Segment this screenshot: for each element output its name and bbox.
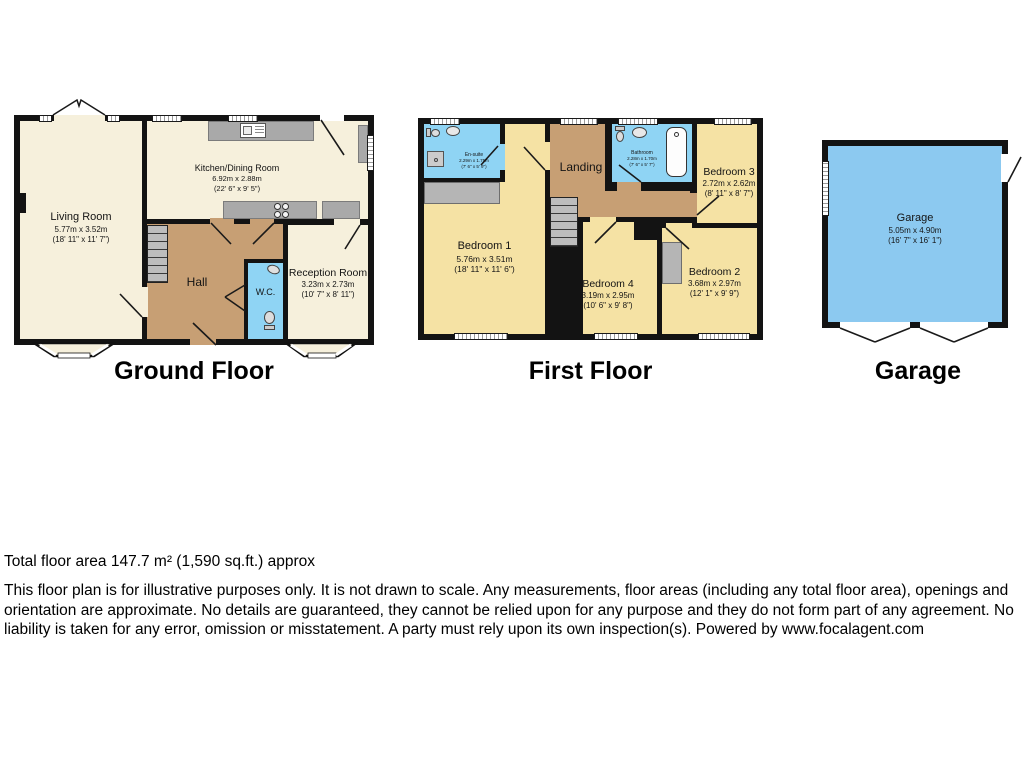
room-dims-ft: (7' 6" x 5' 7") <box>629 161 655 167</box>
window <box>107 115 120 122</box>
window <box>39 115 52 122</box>
bathroom-label <box>614 150 670 168</box>
kitchen-label <box>147 163 327 193</box>
window <box>714 118 752 125</box>
room-dims-ft: (12' 1" x 9' 9") <box>689 289 740 299</box>
burner-icon <box>282 211 289 218</box>
en-suite-label <box>448 152 500 170</box>
window <box>228 115 258 122</box>
reception-room-label <box>288 267 368 300</box>
living-room-label <box>20 211 142 245</box>
room-dims-ft: (18' 11" x 11' 7") <box>52 234 110 244</box>
stove-icon <box>270 203 292 217</box>
room-dims-ft: (16' 7" x 16' 1") <box>888 235 942 245</box>
garage-label <box>828 212 1002 246</box>
toilet-icon <box>616 131 624 142</box>
room-dims-ft: (7' 6" x 5' 9") <box>461 163 487 169</box>
room-name: Bedroom 2 <box>688 266 741 278</box>
door-opening <box>334 218 360 226</box>
room-dims-m: 3.68m x 2.97m <box>688 279 741 289</box>
room-name: Bedroom 3 <box>703 166 755 178</box>
wardrobe <box>424 182 500 204</box>
bedroom-1-label <box>424 240 545 275</box>
hall-label <box>147 275 247 290</box>
french-doors-icon <box>51 98 109 116</box>
garage-door-opening <box>840 322 910 328</box>
shower-drain-icon <box>434 158 438 162</box>
bedroom-2-label <box>672 266 757 299</box>
garage-plan <box>822 140 1024 346</box>
door-opening <box>1001 154 1008 182</box>
sink-bowl-icon <box>243 126 252 135</box>
floor-title-ground: Ground Floor <box>114 357 274 385</box>
room-dims-ft: (22' 6" x 9' 5") <box>213 183 261 193</box>
room-dims-m: 5.76m x 3.51m <box>456 253 513 264</box>
first-floor-plan <box>418 118 763 346</box>
room-dims-m: 5.77m x 3.52m <box>54 224 108 234</box>
floor-title-first: First Floor <box>528 357 653 385</box>
burner-icon <box>274 203 281 210</box>
room-dims-m: 3.19m x 2.95m <box>581 291 635 301</box>
kitchen-counter <box>322 201 360 219</box>
door-opening <box>617 182 641 191</box>
room-name: Bedroom 4 <box>582 278 634 290</box>
window <box>698 333 750 340</box>
toilet-icon <box>264 311 275 324</box>
room-dims-ft: (8' 11" x 8' 7") <box>704 189 754 199</box>
burner-icon <box>282 203 289 210</box>
garage-door-opening <box>920 322 988 328</box>
room-dims-m: 2.29m x 1.75m <box>459 158 489 164</box>
sink-drainer-icon <box>255 126 264 135</box>
bath-drain-icon <box>674 132 679 137</box>
bedroom-3-label <box>701 166 757 199</box>
room-name: Kitchen/Dining Room <box>194 163 280 173</box>
door-opening <box>690 193 697 217</box>
door-opening <box>250 218 274 225</box>
window <box>152 115 182 122</box>
window <box>594 333 638 340</box>
room-name: En-suite <box>464 152 484 158</box>
chimney <box>14 193 26 213</box>
room-dims-ft: (10' 6" x 9' 8") <box>583 301 633 311</box>
window <box>618 118 658 125</box>
door-opening <box>590 217 616 222</box>
landing-extension <box>605 191 690 217</box>
stairs <box>550 197 578 247</box>
door-opening <box>190 339 216 345</box>
room-name: Reception Room <box>288 267 368 279</box>
room-dims-m: 3.23m x 2.73m <box>301 280 355 290</box>
burner-icon <box>274 211 281 218</box>
door-opening <box>210 218 234 225</box>
sink-icon <box>240 123 266 138</box>
window <box>822 161 829 216</box>
room-name: Garage <box>896 212 934 224</box>
chimney <box>634 220 657 240</box>
ground-floor-plan <box>14 115 374 361</box>
disclaimer-text: This floor plan is for illustrative purposes only. It is not drawn to scale. Any measurements, floor areas (including any total floor area), openings and orientation are approximate. No details are guaranteed, they cannot be relied upon for any purpose and they do not form part of any agreement. No liability is taken for any error, omission or misstatement. A party must rely upon its own inspection(s). Powered by www.focalagent.com <box>4 582 1014 639</box>
basin-icon <box>632 127 647 138</box>
window <box>560 118 598 125</box>
window <box>430 118 460 125</box>
room-dims-ft: (10' 7" x 8' 11") <box>301 290 355 300</box>
room-name: Landing <box>559 160 603 174</box>
room-name: W.C. <box>255 287 276 297</box>
bedroom-4-label <box>576 278 640 311</box>
shower-icon <box>427 151 444 167</box>
door-opening <box>666 223 692 228</box>
room-dims-m: 2.72m x 2.62m <box>702 179 756 189</box>
door-opening <box>320 115 344 121</box>
basin-icon <box>446 126 460 136</box>
total-area-text: Total floor area 147.7 m² (1,590 sq.ft.) approx <box>4 553 316 570</box>
door-opening <box>141 287 148 317</box>
room-dims-ft: (18' 11" x 11' 6") <box>454 264 515 275</box>
room-dims-m: 5.05m x 4.90m <box>888 225 942 235</box>
room-name: Living Room <box>50 211 112 223</box>
floor-title-garage: Garage <box>874 357 962 385</box>
door-opening <box>500 144 505 170</box>
window <box>454 333 508 340</box>
toilet-cistern-icon <box>264 325 275 330</box>
toilet-icon <box>431 129 440 137</box>
window <box>367 135 374 171</box>
wc-label <box>248 287 283 298</box>
room-dims-m: 6.92m x 2.88m <box>212 174 262 184</box>
room-name: Bedroom 1 <box>457 240 512 252</box>
room-name: Hall <box>186 275 208 289</box>
room-dims-m: 2.28m x 1.70m <box>627 156 657 162</box>
landing-label <box>550 160 612 175</box>
room-name: Bathroom <box>631 150 653 156</box>
